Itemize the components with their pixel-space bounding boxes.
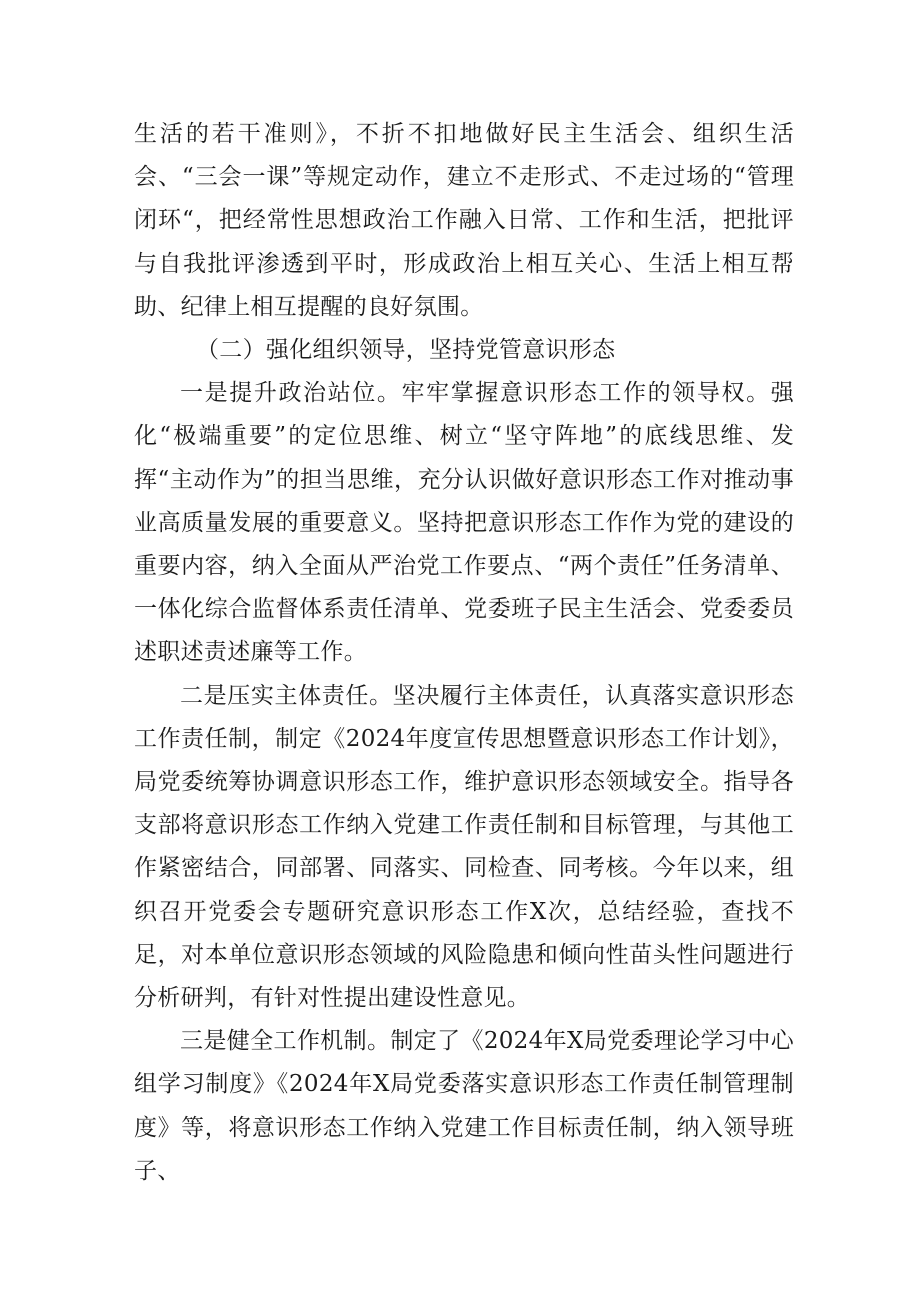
section-heading: （二）强化组织领导，坚持党管意识形态 <box>196 337 616 364</box>
paragraph-continuation: 生活的若干准则》，不折不扣地做好民主生活会、组织生活会、“三会一课”等规定动作，建立不走形式、不走过场的“管理闭环“，把经常性思想政治工作融入日常、工作和生活，把批评与自我批评渗透到平时，形成政治上相互关心、生活上相互帮助、纪律上相互提醒的良好氛围。 <box>134 121 794 320</box>
paragraph-work-mechanism: 三是健全工作机制。制定了《2024年X局党委理论学习中心组学习制度》《2024年X局党委落实意识形态工作责任制管理制度》等，将意识形态工作纳入党建工作目标责任制，纳入领导班子、 <box>134 1028 794 1184</box>
paragraph-main-responsibility: 二是压实主体责任。坚决履行主体责任，认真落实意识形态工作责任制，制定《2024年度宣传思想暨意识形态工作计划》，局党委统筹协调意识形态工作，维护意识形态领域安全。指导各支部将意识形态工作纳入党建工作责任制和目标管理，与其他工作紧密结合，同部署、同落实、同检查、同考核。今年以来，组织召开党委会专题研究意识形态工作X次，总结经验，查找不足，对本单位意识形态领域的风险隐患和倾向性苗头性问题进行分析研判，有针对性提出建设性意见。 <box>134 682 794 1012</box>
paragraph-political-stance: 一是提升政治站位。牢牢掌握意识形态工作的领导权。强化“极端重要”的定位思维、树立“坚守阵地”的底线思维、发挥“主动作为”的担当思维，充分认识做好意识形态工作对推动事业高质量发展的重要意义。坚持把意识形态工作作为党的建设的重要内容，纳入全面从严治党工作要点、“两个责任”任务清单、一体化综合监督体系责任清单、党委班子民主生活会、党委委员述职述责述廉等工作。 <box>134 380 794 666</box>
document-body <box>134 113 794 1193</box>
